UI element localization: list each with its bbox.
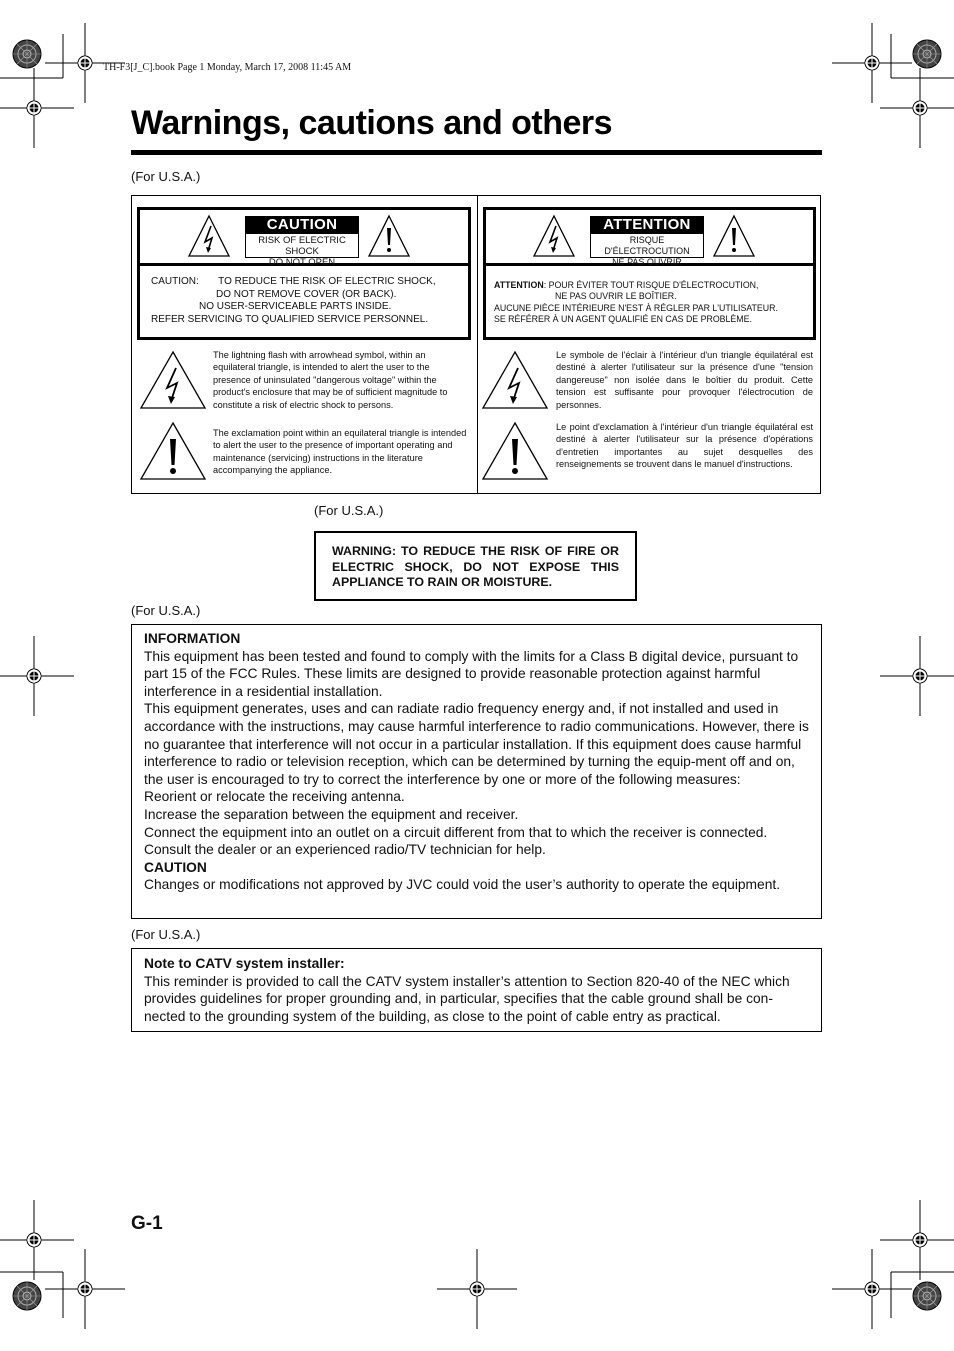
attention-badge-sub	[590, 233, 704, 267]
caution-text-en	[151, 276, 436, 288]
lightning-triangle-icon	[187, 214, 231, 258]
information-measure-3: Connect the equipment into an outlet on a circuit different from that to which the receiver is connected.	[144, 824, 768, 840]
attention-badge-sub-line-1: RISQUE D'ÉLECTROCUTION	[604, 235, 690, 256]
caution-badge-sub-line-2: DO NOT OPEN	[268, 257, 336, 268]
exclamation-symbol-large-icon	[139, 421, 207, 481]
caution-prefix: CAUTION:	[151, 276, 199, 287]
for-usa-note-3: (For U.S.A.)	[131, 603, 201, 618]
attention-badge: ATTENTION	[590, 216, 704, 233]
caution-line-1: TO REDUCE THE RISK OF ELECTRIC SHOCK,	[218, 276, 436, 287]
warning-box: WARNING: TO REDUCE THE RISK OF FIRE OR ELECTRIC SHOCK, DO NOT EXPOSE THIS APPLIANCE TO RAIN OR MOISTURE.	[314, 531, 637, 601]
caution-badge: CAUTION	[245, 216, 359, 233]
safety-label-divider	[477, 195, 478, 494]
caution-badge-sub	[245, 233, 359, 268]
for-usa-note-4: (For U.S.A.)	[131, 927, 201, 942]
information-paragraph-1: This equipment has been tested and found to comply with the limits for a Class B digital device, pursuant to part 15 of the FCC Rules. These limits are designed to provide reasonable protection against harmful interference in a residential installation.	[144, 648, 799, 699]
attention-badge-sub-line-2: NE PAS OUVRIR	[612, 257, 682, 267]
caution-line-2: DO NOT REMOVE COVER (OR BACK).	[216, 289, 397, 300]
lightning-triangle-fr-icon	[532, 214, 576, 258]
lightning-symbol-large-fr-icon	[481, 350, 549, 410]
exclamation-symbol-large-fr-icon	[481, 421, 549, 481]
information-paragraph-2: This equipment generates, uses and can radiate radio frequency energy and, if not installed and used in accordance with the instructions, may cause harmful interference to radio communications. However, there is no guarantee that interference will not occur in a particular installation. If this equipment does cause harmful interference to radio or television reception, which can be determined by turning the equip-ment off and on, the user is encouraged to try to correct the interference by one or more of the following measures:	[144, 701, 809, 787]
information-measure-2: Increase the separation between the equipment and receiver.	[144, 806, 519, 822]
exclamation-triangle-icon	[367, 214, 411, 258]
page-title: Warnings, cautions and others	[131, 104, 613, 142]
catv-box	[131, 948, 822, 1032]
caution-badge-sub-line-1: RISK OF ELECTRIC SHOCK	[258, 235, 346, 257]
file-header-note: TH-F3[J_C].book Page 1 Monday, March 17, 2008 11:45 AM	[103, 62, 352, 73]
lightning-description-fr: Le symbole de l'éclair à l'intérieur d'un triangle équilatéral est destiné à alerter l'utilisateur sur la présence d'une "tension dangereuse" non isolée dans le boîtier du produit. Cette tension est suffisante pour provoquer l'électrocution de personnes.	[556, 350, 813, 410]
exclamation-description-en: The exclamation point within an equilateral triangle is intended to alert the user to the presence of important operating and maintenance (servicing) instructions in the literature accompanying the appliance.	[213, 428, 467, 476]
caution-line-3: NO USER-SERVICEABLE PARTS INSIDE.	[199, 301, 392, 312]
information-caution-text: Changes or modifications not approved by JVC could void the user’s authority to operate the equipment.	[144, 877, 781, 893]
for-usa-note-1: (For U.S.A.)	[131, 169, 201, 184]
information-caution-heading: CAUTION	[144, 859, 207, 875]
catv-heading: Note to CATV system installer:	[144, 956, 345, 971]
exclamation-description-fr: Le point d'exclamation à l'intérieur d'un triangle équilatéral est destiné à alerter l'utilisateur sur la présence d'opérations d'entretien importantes au sujet desquelles des renseignements se trouvent dans le manuel d'instructions.	[556, 422, 813, 470]
page-number: G-1	[131, 1213, 163, 1234]
caution-line-4: REFER SERVICING TO QUALIFIED SERVICE PERSONNEL.	[151, 314, 429, 325]
attention-prefix: ATTENTION	[494, 280, 544, 290]
information-box	[131, 624, 822, 919]
attention-line-1: : POUR ÉVITER TOUT RISQUE D'ÉLECTROCUTION,	[543, 280, 759, 290]
information-measure-4: Consult the dealer or an experienced radio/TV technician for help.	[144, 842, 546, 858]
title-rule	[131, 150, 822, 155]
attention-line-4: SE RÉFÉRER À UN AGENT QUALIFIÉ EN CAS DE PROBLÈME.	[494, 314, 752, 324]
lightning-description-en: The lightning flash with arrowhead symbol, within an equilateral triangle, is intended to alert the user to the presence of uninsulated "dangerous voltage" within the product's enclosure that may be of sufficient magnitude to constitute a risk of electric shock to persons.	[213, 350, 448, 410]
information-heading: INFORMATION	[144, 631, 241, 646]
for-usa-note-2: (For U.S.A.)	[314, 503, 384, 518]
exclamation-triangle-fr-icon	[712, 214, 756, 258]
attention-line-2: NE PAS OUVRIR LE BOÎTIER.	[555, 291, 677, 301]
information-measure-1: Reorient or relocate the receiving antenna.	[144, 789, 405, 805]
attention-line-3: AUCUNE PIÈCE INTÉRIEURE N'EST À RÉGLER PAR L'UTILISATEUR.	[494, 303, 778, 313]
lightning-symbol-large-icon	[139, 350, 207, 410]
catv-text: This reminder is provided to call the CATV system installer’s attention to Section 820-40 of the NEC which provides guidelines for proper grounding and, in particular, specifies that the cable ground shall be con-nected to the grounding system of the building, as close to the point of cable entry as practical.	[144, 973, 790, 1024]
